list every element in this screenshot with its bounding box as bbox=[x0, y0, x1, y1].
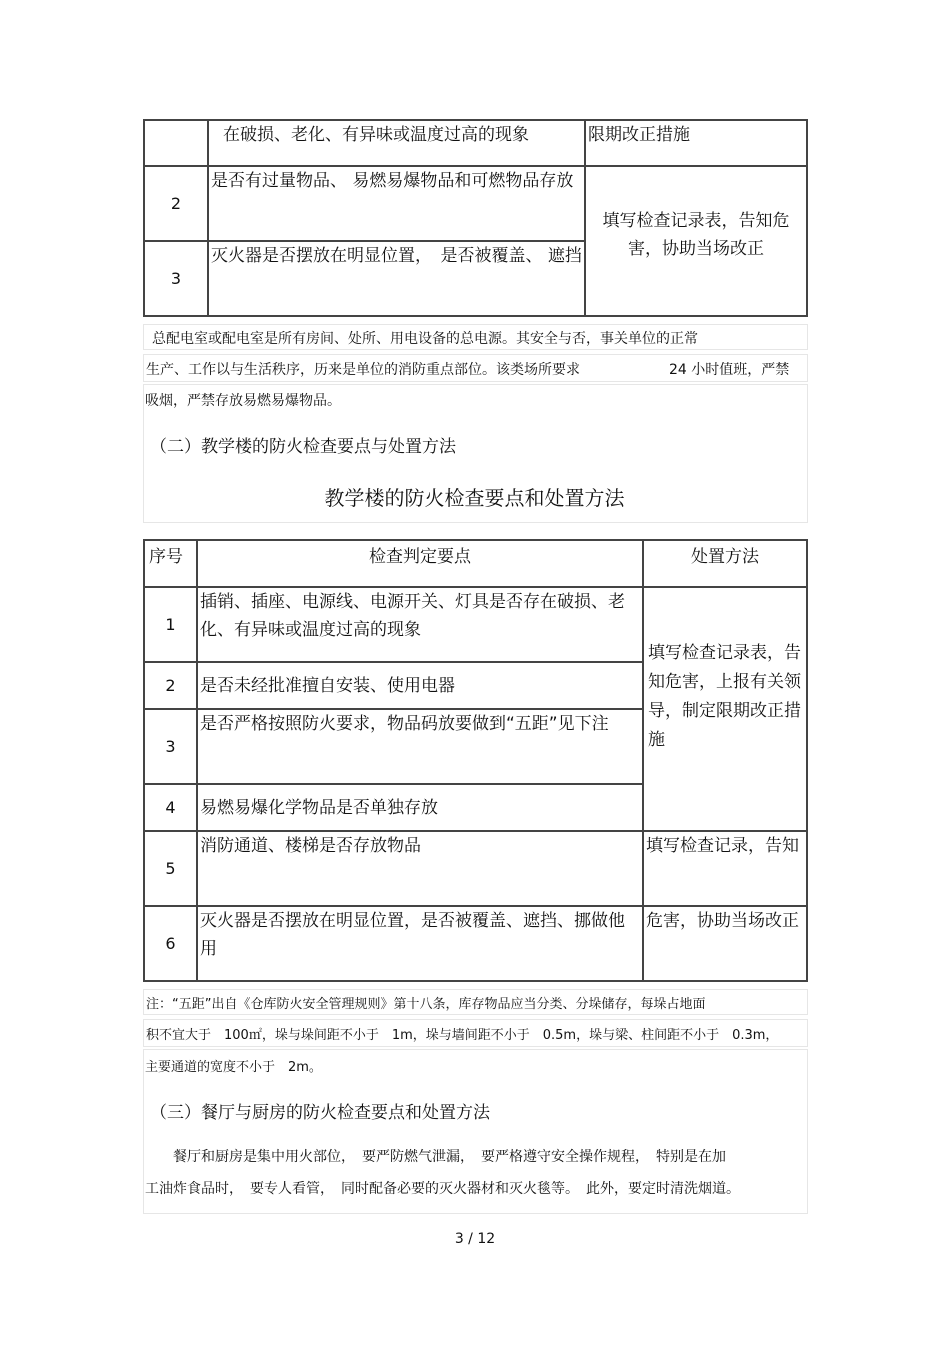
text-line: 吸烟，严禁存放易燃易爆物品。 bbox=[145, 393, 341, 409]
table-cell-num: 2 bbox=[144, 166, 208, 241]
table-title: 教学楼的防火检查要点和处置方法 bbox=[324, 486, 625, 510]
section-heading: （二）教学楼的防火检查要点与处置方法 bbox=[150, 437, 456, 457]
table-cell-point: 灭火器是否摆放在明显位置，是否被覆盖、遮挡、挪做他用 bbox=[197, 906, 643, 981]
header-method: 处置方法 bbox=[643, 540, 807, 587]
table-cell-point: 灭火器是否摆放在明显位置， 是否被覆盖、 遮挡 bbox=[208, 241, 585, 316]
text-line: 总配电室或配电室是所有房间、处所、用电设备的总电源。其安全与否，事关单位的正常 bbox=[152, 331, 698, 347]
table-cell-point: 插销、插座、电源线、电源开关、灯具是否存在破损、老化、有异味或温度过高的现象 bbox=[197, 587, 643, 662]
note-line bbox=[143, 989, 808, 1015]
table-cell-point: 易燃易爆化学物品是否单独存放 bbox=[197, 784, 643, 831]
text-line: 积不宜大于 100㎡，垛与垛间距不小于 1m，垛与墙间距不小于 0.5m，垛与梁、柱间距不小于 0.3m， bbox=[146, 1028, 779, 1043]
table-cell-method: 危害，协助当场改正 bbox=[643, 906, 807, 981]
text-line: 生产、工作以与生活秩序，历来是单位的消防重点部位。该类场所要求 bbox=[146, 362, 580, 378]
table-cell-num bbox=[144, 120, 208, 166]
table-cell-num: 6 bbox=[144, 906, 197, 981]
table-cell-point: 消防通道、楼梯是否存放物品 bbox=[197, 831, 643, 906]
table-cell-point: 是否未经批准擅自安装、使用电器 bbox=[197, 662, 643, 709]
text-line: 24 小时值班，严禁 bbox=[669, 362, 790, 378]
table-cell-num: 5 bbox=[144, 831, 197, 906]
table-cell-method: 填写检查记录，告知 bbox=[643, 831, 807, 906]
table-cell-method-merged: 填写检查记录表，告知危害，协助当场改正 bbox=[585, 166, 807, 316]
table-cell-num: 4 bbox=[144, 784, 197, 831]
inspection-table-continued bbox=[143, 119, 808, 317]
table-cell-method-merged: 填写检查记录表，告知危害，上报有关领导，制定限期改正措施 bbox=[643, 587, 807, 831]
note-line bbox=[143, 1019, 808, 1047]
table-cell-method: 限期改正措施 bbox=[585, 120, 807, 166]
table-cell-num: 2 bbox=[144, 662, 197, 709]
paragraph-line bbox=[143, 324, 808, 350]
classroom-inspection-table bbox=[143, 539, 808, 982]
table-cell-num: 3 bbox=[144, 241, 208, 316]
table-cell-point: 在破损、老化、有异味或温度过高的现象 bbox=[208, 120, 585, 166]
table-cell-num: 1 bbox=[144, 587, 197, 662]
header-point: 检查判定要点 bbox=[197, 540, 643, 587]
text-line: 主要通道的宽度不小于 2m。 bbox=[145, 1060, 322, 1075]
page-number: 3 / 12 bbox=[454, 1231, 496, 1247]
table-cell-num: 3 bbox=[144, 709, 197, 784]
header-num: 序号 bbox=[144, 540, 197, 587]
section-heading: （三）餐厅与厨房的防火检查要点和处置方法 bbox=[150, 1103, 490, 1123]
text-line: 注：“五距”出自《仓库防火安全管理规则》第十八条，库存物品应当分类、分垛储存，每垛占地面 bbox=[146, 997, 706, 1012]
table-cell-point: 是否有过量物品、 易燃易爆物品和可燃物品存放 bbox=[208, 166, 585, 241]
table-cell-point: 是否严格按照防火要求，物品码放要做到“五距”见下注 bbox=[197, 709, 643, 784]
text-line: 餐厅和厨房是集中用火部位， 要严防燃气泄漏， 要严格遵守安全操作规程， 特别是在加 bbox=[145, 1149, 726, 1165]
text-line: 工油炸食品时， 要专人看管， 同时配备必要的灭火器材和灭火毯等。 此外，要定时清洗烟道。 bbox=[145, 1181, 740, 1197]
paragraph-line bbox=[143, 354, 808, 382]
